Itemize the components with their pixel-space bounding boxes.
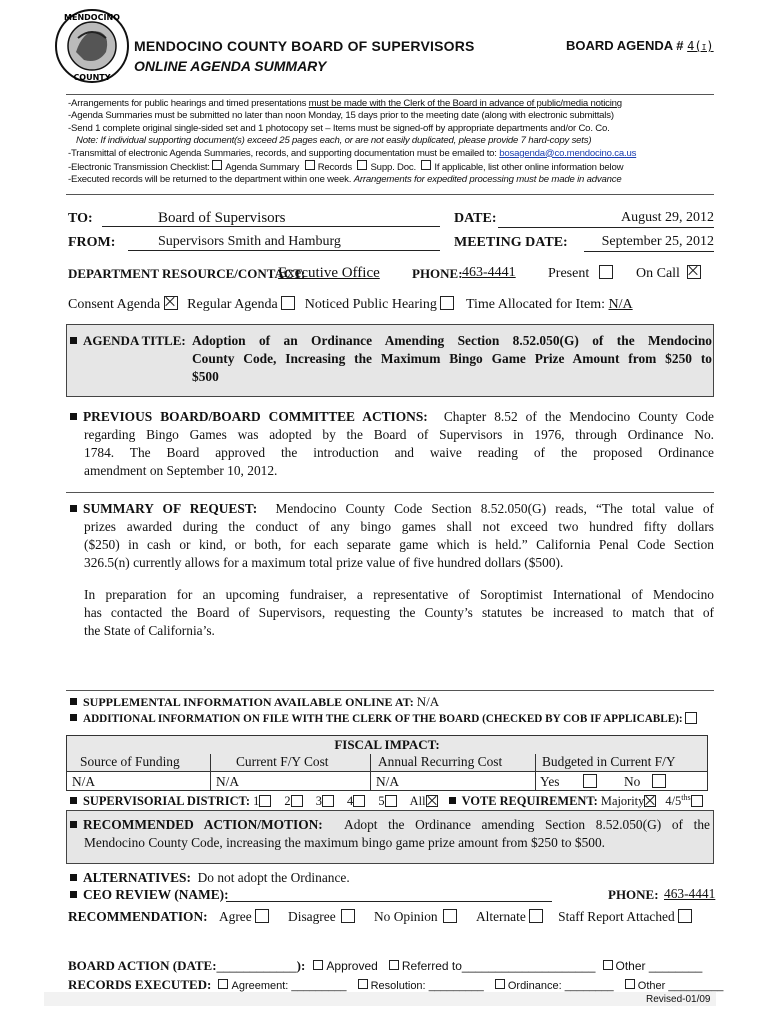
to-label: TO:	[68, 211, 93, 226]
records-checkbox[interactable]	[305, 160, 315, 170]
phone-field[interactable]: 463-4441	[462, 265, 516, 280]
header-divider	[66, 94, 714, 95]
agenda-summary-checkbox[interactable]	[212, 160, 222, 170]
svg-text:MENDOCINO: MENDOCINO	[64, 13, 120, 22]
district-2-checkbox[interactable]	[291, 795, 303, 807]
recommendation-row: RECOMMENDATION: Agree Disagree No Opinion Alternate Staff Report Attached	[68, 909, 692, 925]
budgeted-yes-option[interactable]: Yes	[540, 774, 597, 790]
instruction-line: -Agenda Summaries must be submitted no later than noon Monday, 15 days prior to the meeting date (along with electronic submittals)	[68, 110, 614, 122]
recommend-disagree-checkbox[interactable]	[341, 909, 355, 923]
email-link[interactable]: bosagenda@co.mendocino.ca.us	[499, 147, 637, 159]
recommended-action-label: RECOMMENDED ACTION/MOTION:	[83, 817, 323, 832]
agenda-label: BOARD AGENDA #	[566, 38, 684, 53]
meeting-date-label: MEETING DATE:	[454, 235, 568, 250]
from-field[interactable]: Supervisors Smith and Hamburg	[128, 234, 440, 251]
supplemental-row: SUPPLEMENTAL INFORMATION AVAILABLE ONLINE AT: N/A	[70, 694, 439, 710]
ceo-review-name-field[interactable]	[226, 887, 552, 902]
svg-text:COUNTY: COUNTY	[73, 73, 111, 82]
summary-label: SUMMARY OF REQUEST:	[83, 501, 258, 516]
majority-checkbox[interactable]	[644, 795, 656, 807]
footer-bar	[44, 992, 716, 1006]
agreement-checkbox[interactable]	[218, 979, 228, 989]
budgeted-no-option[interactable]: No	[624, 774, 666, 790]
approved-checkbox[interactable]	[313, 960, 323, 970]
alternatives-row: ALTERNATIVES: Do not adopt the Ordinance.	[70, 870, 350, 886]
agenda-title-label: AGENDA TITLE:	[70, 333, 186, 349]
agenda-title-text: Adoption of an Ordinance Amending Section 8.52.050(G) of the Mendocino County Code, Increasing the Maximum Bingo Game Prize Amount from $250 to $500	[192, 333, 712, 384]
oncall-option[interactable]: On Call	[636, 265, 701, 282]
oncall-checkbox[interactable]	[687, 265, 701, 279]
other-record-checkbox[interactable]	[625, 979, 635, 989]
agenda-number-row	[566, 38, 714, 53]
district-row: SUPERVISORIAL DISTRICT: 1 2 3 4 5 All VOTE REQUIREMENT: Majority $4/5^{ths}$	[70, 793, 703, 809]
fiscal-header-annual: Annual Recurring Cost	[378, 754, 503, 769]
present-option[interactable]: Present	[548, 265, 613, 282]
date-label: DATE:	[454, 211, 497, 226]
instruction-checklist: -Electronic Transmission Checklist: Agenda Summary Records Supp. Doc. If applicable, list other online information below	[68, 162, 624, 174]
agenda-number: 4(i)	[687, 39, 714, 53]
budgeted-yes-checkbox[interactable]	[583, 774, 597, 788]
instruction-line: -Transmittal of electronic Agenda Summaries, records, and supporting documentation must be emailed to: bosagenda@co.mendocino.ca.us	[68, 147, 637, 159]
from-label: FROM:	[68, 235, 116, 250]
fiscal-value-current: N/A	[216, 774, 240, 789]
instructions-block	[68, 98, 636, 187]
board-action-row: BOARD ACTION (DATE:____________): Approved Referred to____________________ Other ________	[68, 958, 703, 973]
revised-label: Revised-01/09	[646, 994, 711, 1005]
district-4-checkbox[interactable]	[353, 795, 365, 807]
to-field[interactable]: Board of Supervisors	[102, 210, 440, 227]
section-divider	[66, 690, 714, 691]
summary-section: SUMMARY OF REQUEST: Mendocino County Code Section 8.52.050(G) reads, “The total value of prizes awarded during the conduct of any bingo games shall not exceed two hundred fifty dollars ($250) in cash or kind, or both, for each separate game which is held.” California Penal Code Section 326.5(n) currently allows for a maximum total prize value of five hundred dollars ($500).	[70, 500, 714, 572]
fiscal-header-source: Source of Funding	[80, 754, 180, 769]
agenda-type-row: Consent Agenda Regular Agenda Noticed Public Hearing Time Allocated for Item: N/A	[68, 297, 633, 312]
section-divider	[66, 492, 714, 493]
regular-agenda-checkbox[interactable]	[281, 296, 295, 310]
supp-doc-checkbox[interactable]	[357, 160, 367, 170]
consent-agenda-checkbox[interactable]	[164, 296, 178, 310]
instruction-line: -Arrangements for public hearings and timed presentations must be made with the Clerk of the Board in advance of public/media noticing	[68, 98, 622, 109]
records-executed-row: RECORDS EXECUTED: Agreement: _________ Resolution: _________ Ordinance: ________ Other _________	[68, 977, 724, 992]
resolution-checkbox[interactable]	[358, 979, 368, 989]
district-5-checkbox[interactable]	[385, 795, 397, 807]
four-fifths-checkbox[interactable]	[691, 795, 703, 807]
meeting-date-field[interactable]: September 25, 2012	[584, 234, 714, 252]
fiscal-value-annual: N/A	[376, 774, 400, 789]
staff-report-checkbox[interactable]	[678, 909, 692, 923]
page-title: MENDOCINO COUNTY BOARD OF SUPERVISORS	[134, 38, 475, 54]
date-field[interactable]: August 29, 2012	[498, 210, 714, 228]
district-all-checkbox[interactable]	[426, 795, 438, 807]
instruction-note: Note: If individual supporting document(s) exceed 25 pages each, or are not easily duplicated, please provide 7 hard-copy sets)	[76, 135, 592, 147]
ordinance-checkbox[interactable]	[495, 979, 505, 989]
district-1-checkbox[interactable]	[259, 795, 271, 807]
previous-actions-label: PREVIOUS BOARD/BOARD COMMITTEE ACTIONS:	[83, 409, 428, 424]
recommended-action-text: RECOMMENDED ACTION/MOTION: Adopt the Ordinance amending Section 8.52.050(G) of the Mendocino County Code, increasing the maximum bingo game prize amount from $250 to $500.	[70, 816, 710, 852]
previous-actions-section: PREVIOUS BOARD/BOARD COMMITTEE ACTIONS: Chapter 8.52 of the Mendocino County Code regarding Bingo Games was adopted by the Board of Supervisors in 1976, through Ordinance No. 1784. The Board approved the introduction and waive reading of the proposed Ordinance amendment on September 10, 2012.	[70, 408, 714, 480]
dept-contact-label: DEPARTMENT RESOURCE/CONTACT:	[68, 266, 306, 281]
fiscal-header-current: Current F/Y Cost	[236, 754, 329, 769]
other-action-checkbox[interactable]	[603, 960, 613, 970]
recommend-agree-checkbox[interactable]	[255, 909, 269, 923]
instruction-line: -Send 1 complete original single-sided set and 1 photocopy set – Items must be signed-off by appropriate departments and/or Co. Co.	[68, 122, 610, 134]
recommend-alternate-checkbox[interactable]	[529, 909, 543, 923]
instructions-divider	[66, 194, 714, 195]
time-allocated-field[interactable]: N/A	[608, 297, 633, 312]
ceo-phone-label: PHONE:	[608, 887, 659, 902]
dept-contact-field[interactable]: Executive Office	[278, 265, 380, 281]
page-subtitle: ONLINE AGENDA SUMMARY	[134, 58, 327, 74]
noticed-hearing-checkbox[interactable]	[440, 296, 454, 310]
fiscal-value-source: N/A	[72, 774, 96, 789]
fiscal-header-budgeted: Budgeted in Current F/Y	[542, 754, 676, 769]
summary-paragraph-2: In preparation for an upcoming fundraiser, a representative of Soroptimist International of Mendocino has contacted the Board of Supervisors, requesting the County’s statutes be increased to match that of the State of California’s.	[84, 587, 714, 638]
district-3-checkbox[interactable]	[322, 795, 334, 807]
phone-label: PHONE:	[412, 266, 463, 281]
ceo-phone-value: 463-4441	[664, 886, 716, 901]
present-checkbox[interactable]	[599, 265, 613, 279]
referred-checkbox[interactable]	[389, 960, 399, 970]
additional-info-row: ADDITIONAL INFORMATION ON FILE WITH THE CLERK OF THE BOARD (CHECKED BY COB IF APPLICABLE):	[70, 712, 697, 725]
fiscal-title: FISCAL IMPACT:	[334, 737, 440, 752]
additional-info-checkbox[interactable]	[685, 712, 697, 724]
recommend-no-opinion-checkbox[interactable]	[443, 909, 457, 923]
budgeted-no-checkbox[interactable]	[652, 774, 666, 788]
ceo-review-row: CEO REVIEW (NAME):	[70, 887, 229, 903]
county-seal-logo	[54, 8, 130, 84]
other-online-checkbox[interactable]	[421, 160, 431, 170]
instruction-line: -Executed records will be returned to the department within one week. Arrangements for expedited processing must be made in advance	[68, 174, 622, 186]
